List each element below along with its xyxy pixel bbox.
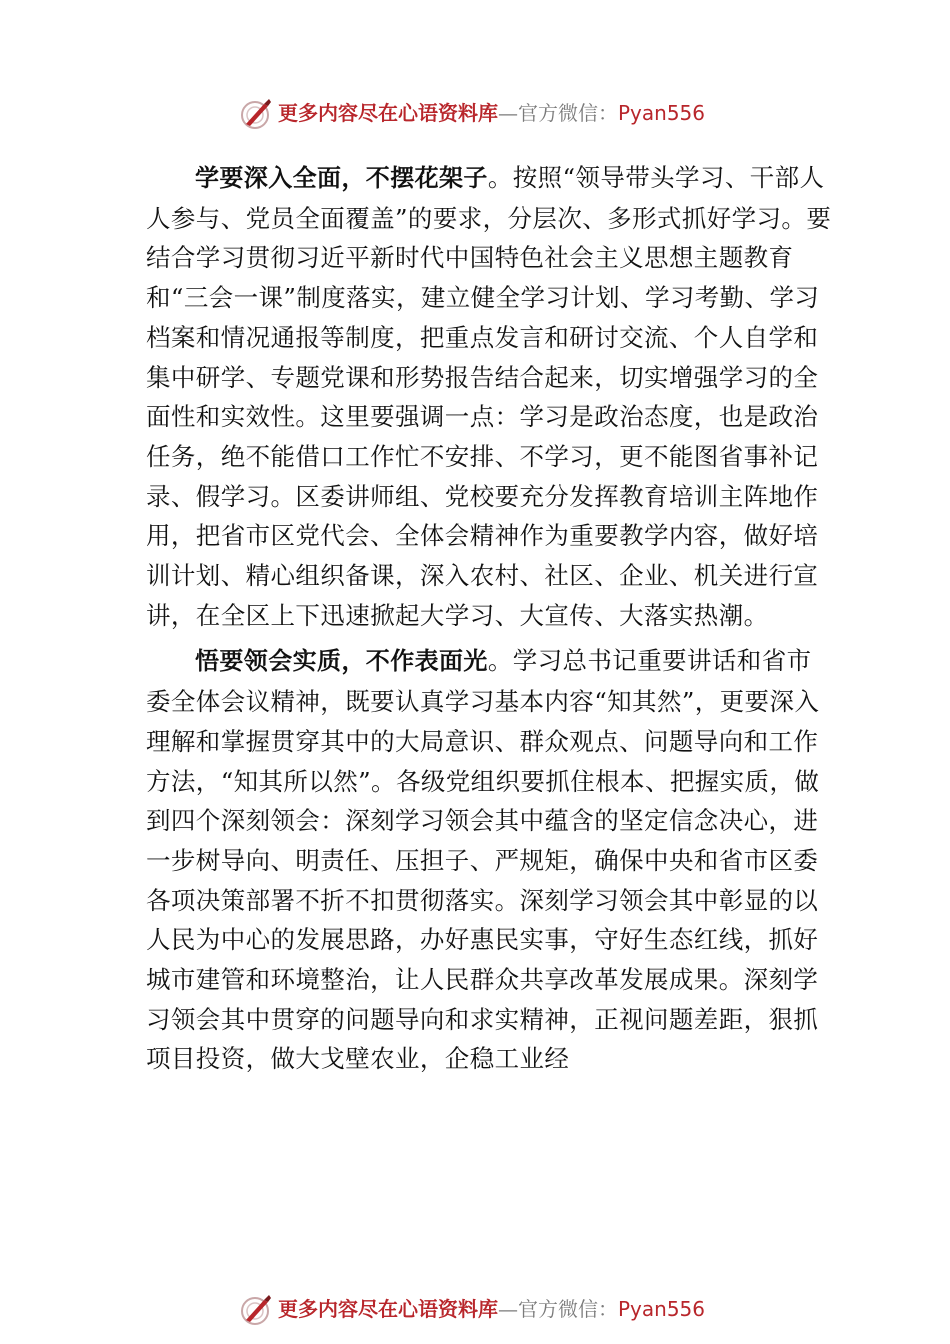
header-banner-label: —官方微信： — [498, 101, 618, 125]
footer-banner — [0, 1288, 950, 1332]
footer-banner-text — [278, 1294, 705, 1324]
header-banner-brand: 更多内容尽在心语资料库 — [278, 101, 498, 125]
brush-logo-icon — [238, 1292, 274, 1328]
paragraph-understand-heading: 悟要领会实质，不作表面光 — [195, 647, 488, 676]
footer-banner-brand: 更多内容尽在心语资料库 — [278, 1297, 498, 1321]
paragraph-study-heading: 学要深入全面，不摆花架子 — [195, 164, 488, 192]
brush-logo-icon — [238, 96, 274, 132]
paragraph-study-body: 。按照“领导带头学习、干部人人参与、党员全面覆盖”的要求，分层次、多形式抓好学习。要结合学习贯彻习近平新时代中国特色社会主义思想主题教育和“三会一课”制度落实，建立健全学习计划、学习考勤、学习档案和情况通报等制度，把重点发言和研讨交流、个人自学和集中研学、专题党课和形势报告结合起来，切实增强学习的全面性和实效性。这里要强调一点：学习是政治态度，也是政治任务，绝不能借口工作忙不安排、不学习，更不能图省事补记录、假学习。区委讲师组、党校要充分发挥教育培训主阵地作用，把省市区党代会、全体会精神作为重要教学内容，做好培训计划、精心组织备课，深入农村、社区、企业、机关进行宣讲，在全区上下迅速掀起大学习、大宣传、大落实热潮。 — [146, 163, 832, 630]
footer-banner-label: —官方微信： — [498, 1297, 618, 1321]
paragraph-understand-body: 。学习总书记重要讲话和省市委全体会议精神，既要认真学习基本内容“知其然”，更要深入理解和掌握贯穿其中的大局意识、群众观点、问题导向和工作方法，“知其所以然”。各级党组织要抓住根本、把握实质，做到四个深刻领会：深刻学习领会其中蕴含的坚定信念决心，进一步树导向、明责任、压担子、严规矩，确保中央和省市区委各项决策部署不折不扣贯彻落实。深刻学习领会其中彰显的以人民为中心的发展思路，办好惠民实事，守好生态红线，抓好城市建管和环境整治，让人民群众共享改革发展成果。深刻学习领会其中贯穿的问题导向和求实精神，正视问题差距，狠抓项目投资，做大戈壁农业，企稳工业经 — [146, 646, 820, 1074]
paragraph-study — [146, 158, 836, 635]
header-wechat-id: Pyan556 — [618, 101, 706, 125]
footer-wechat-id: Pyan556 — [618, 1297, 706, 1321]
document-body — [146, 158, 836, 1085]
header-banner-text — [278, 98, 705, 128]
paragraph-understand — [146, 641, 836, 1079]
header-banner — [0, 92, 950, 136]
